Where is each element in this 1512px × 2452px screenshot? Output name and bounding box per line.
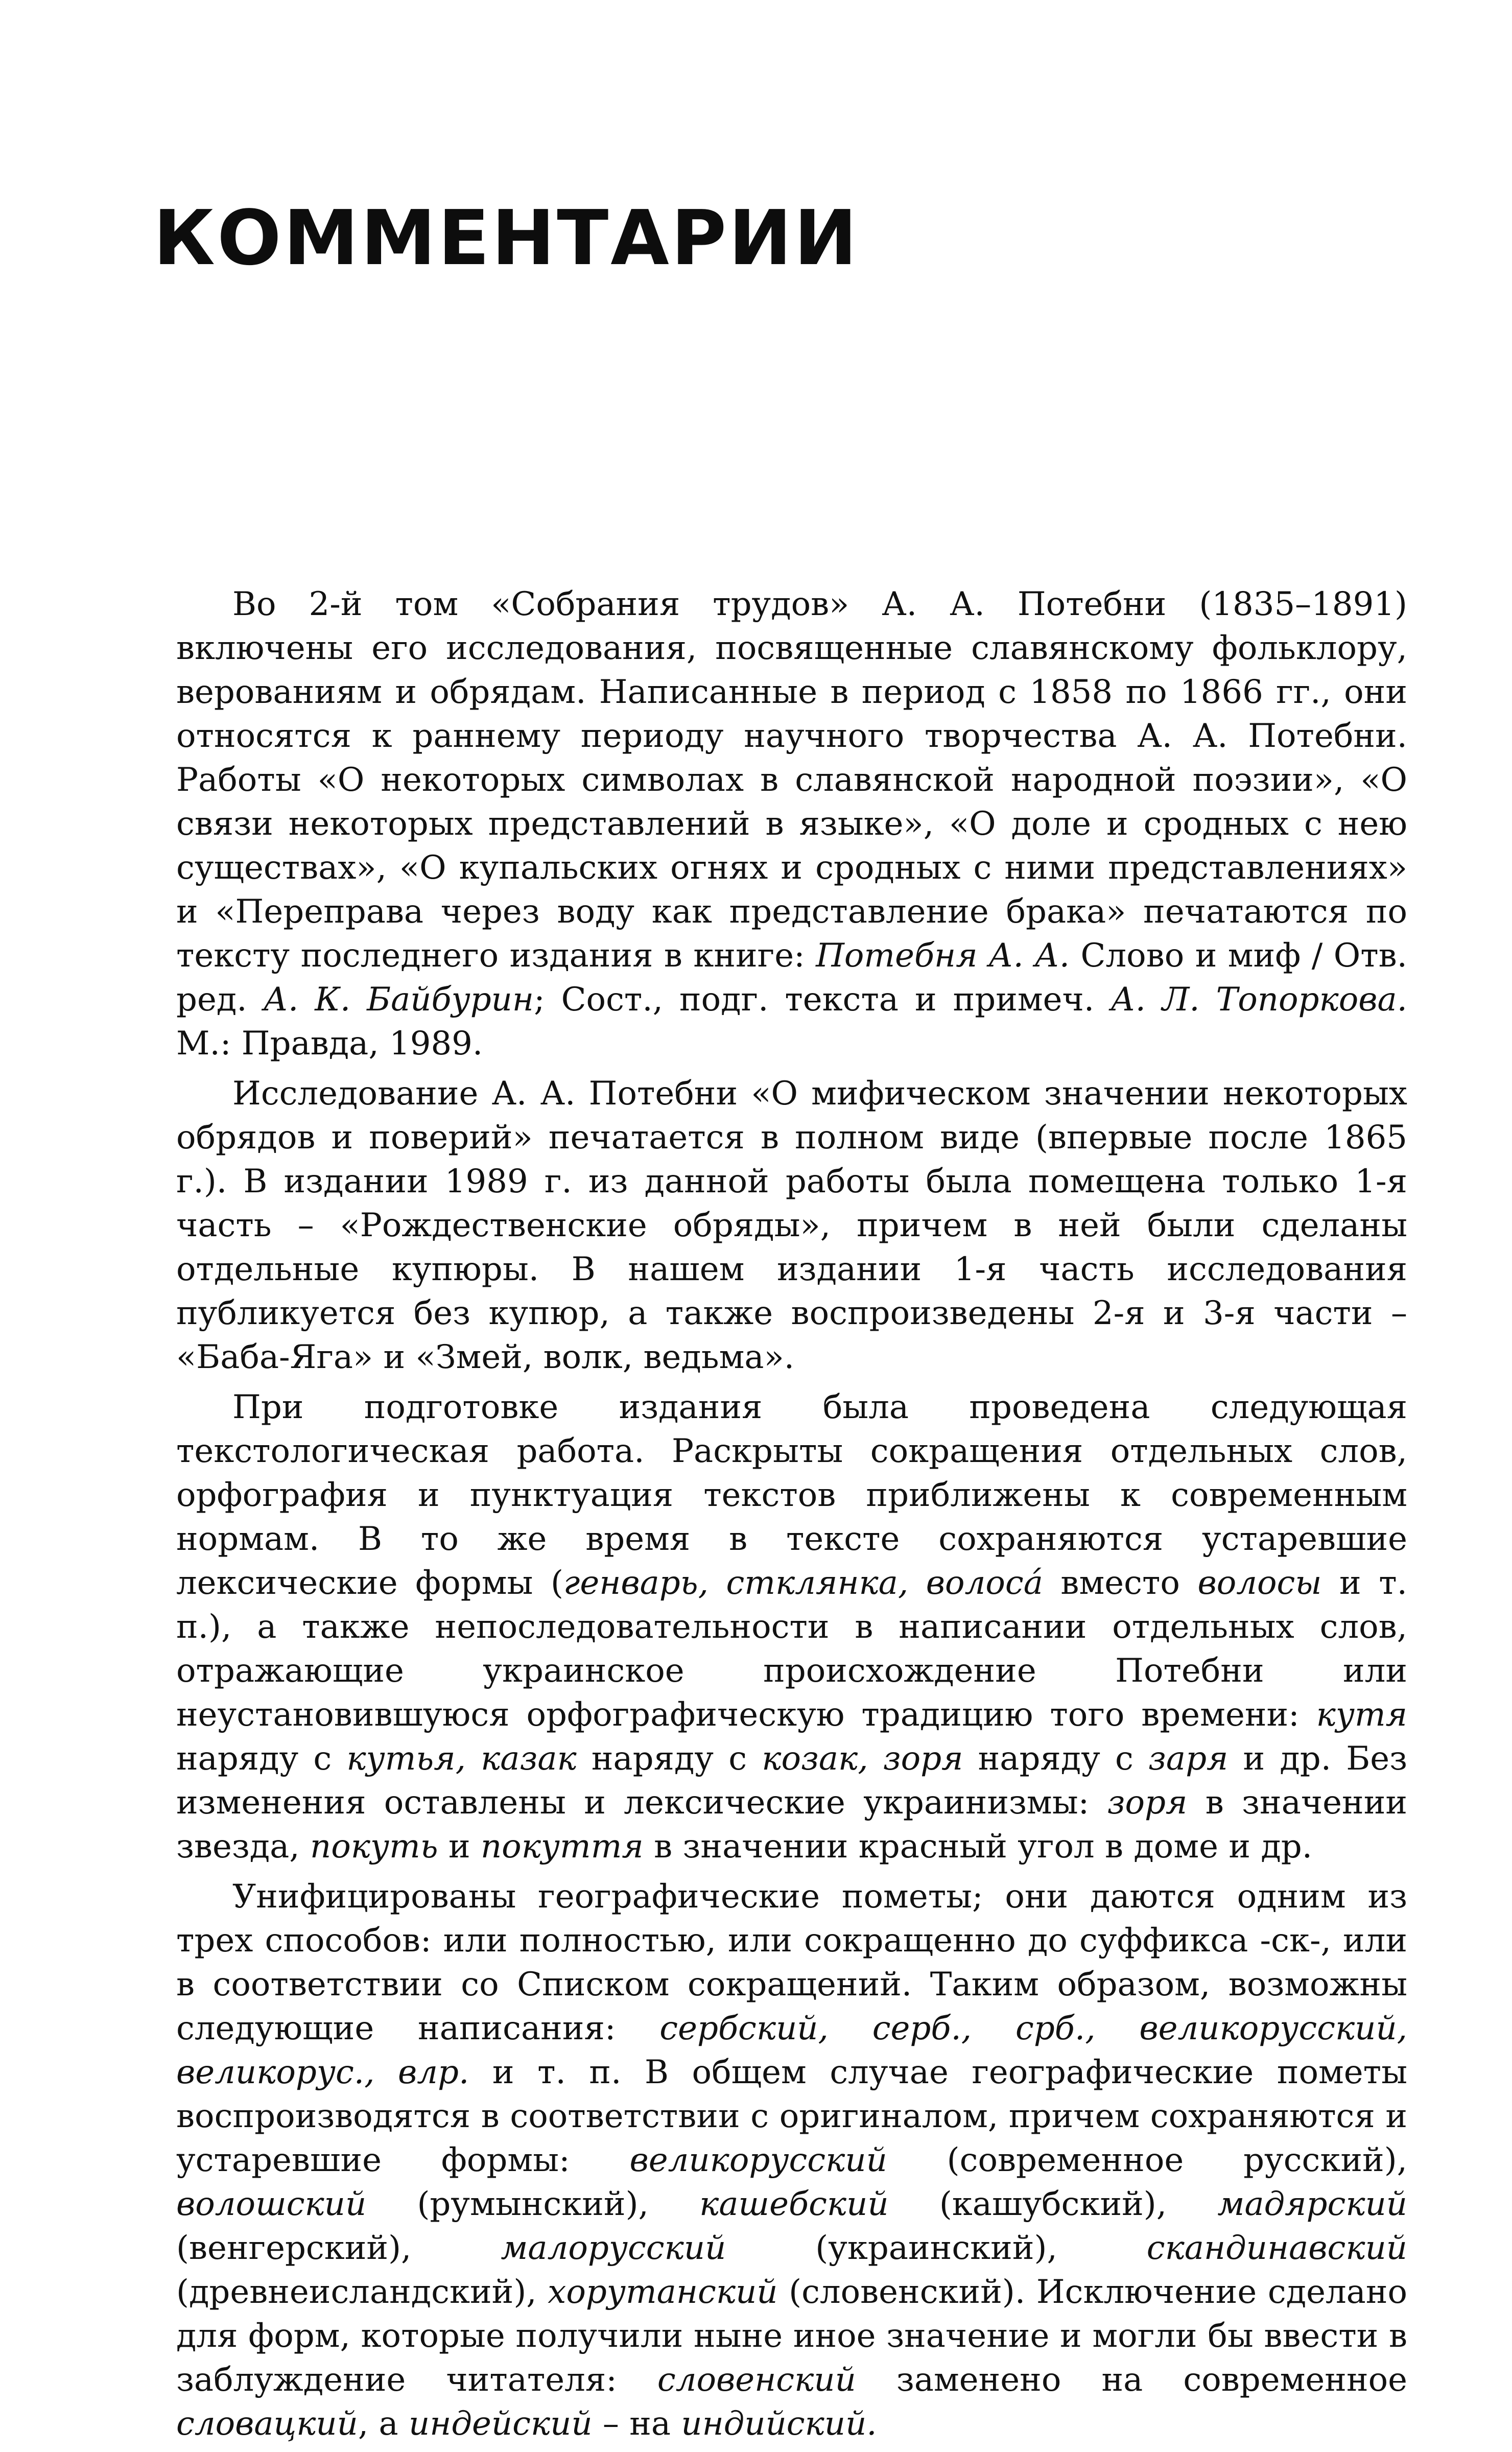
p4-text-1: Унифицированы географические пометы; они даются одним из трех способов: или полностью, или сокращенно до суффикса -ск-, или в соответствии со Списком сокращений. Таким образом, возможны следующие написания: [176,1878,1407,2047]
p3-italic-2: волосы [1197,1564,1322,1602]
paragraph-3 [176,1385,1407,1869]
p1-italic-2: А. К. Байбурин [263,981,534,1019]
p3-text-7: и др. Без изменения оставлены и лексические украинизмы: [176,1740,1408,1822]
p4-italic-4: кашебский [699,2185,889,2223]
p3-text-10: в значении красный угол в доме и др. [643,1828,1313,1866]
p4-text-7: (украинский), [726,2229,1147,2267]
p2-text-1: Исследование А. А. Потебни «О мифическом значении некоторых обрядов и поверий» печатается в полном виде (впервые после 1865 г.). В издании 1989 г. из данной работы была помещена только 1-я часть – «Рождественские обряды», причем в ней были сделаны отдельные купюры. В нашем издании 1-я часть исследования публикуется без купюр, а также воспроизведены 2-я и 3-я части – «Баба-Яга» и «Змей, волк, ведьма». [176,1075,1407,1376]
p4-text-12: – на [592,2405,681,2443]
p3-text-4: наряду с [176,1740,347,1778]
p4-text-11: , а [358,2405,409,2443]
p4-italic-2: великорусский [629,2141,887,2179]
p4-italic-9: словенский [657,2361,856,2399]
p4-italic-3: волошский [176,2185,367,2223]
p4-text-3: (современное русский), [887,2141,1407,2179]
p3-italic-3: кутя [1316,1696,1407,1734]
p4-italic-8: хорутанский [548,2273,778,2311]
p4-text-8: (древнеисландский), [176,2273,548,2311]
page-title: КОММЕНТАРИИ [153,194,859,282]
p3-italic-5: козак, зоря [762,1740,963,1778]
p4-italic-10: словацкий [176,2405,358,2443]
p3-text-3: и т. п.), а также непоследовательности в написании отдельных слов, отражающие украинское происхождение Потебни или неустановившуюся орфографическую традицию того времени: [176,1564,1408,1734]
p4-italic-6: малорусский [501,2229,726,2267]
p4-italic-1: сербский, серб., срб., великорусский, великорус., влр. [176,2010,1407,2091]
p3-italic-4: кутья, казак [346,1740,577,1778]
p3-text-9: и [438,1828,481,1866]
p3-text-1: При подготовке издания была проведена следующая текстологическая работа. Раскрыты сокращения отдельных слов, орфография и пунктуация текстов приближены к современным нормам. В то же время в тексте сохраняются устаревшие лексические формы ( [176,1388,1407,1602]
p4-italic-5: мадярский [1217,2185,1407,2223]
p3-italic-1: генварь, стклянка, волоса́ [563,1564,1043,1602]
p4-italic-7: скандинавский [1146,2229,1408,2267]
p1-text-2: Слово и миф / Отв. ред. [176,937,1408,1019]
p1-italic-3: А. Л. Топоркова. [1111,981,1408,1019]
p3-italic-6: заря [1148,1740,1228,1778]
p4-text-10: заменено на современное [856,2361,1408,2399]
p4-text-2: и т. п. В общем случае географические пометы воспроизводятся в соответствии с оригиналом, причем сохраняются и устаревшие формы: [176,2054,1408,2179]
p1-text-3: ; Сост., подг. текста и примеч. [534,981,1111,1019]
paragraph-2 [176,1072,1407,1379]
commentary-body [176,582,1407,2452]
p3-text-6: наряду с [963,1740,1148,1778]
p3-text-8: в значении звезда, [176,1784,1408,1866]
p4-text-6: (венгерский), [176,2229,501,2267]
p3-italic-8: покуть [310,1828,438,1866]
p1-text-1: Во 2-й том «Собрания трудов» А. А. Потебни (1835–1891) включены его исследования, посвященные славянскому фольклору, верованиям и обрядам. Написанные в период с 1858 по 1866 гг., они относятся к раннему периоду научного творчества А. А. Потебни. Работы «О некоторых символах в славянской народной поэзии», «О связи некоторых представлений в языке», «О доле и сродных с нею существах», «О купальских огнях и сродных с ними представлениях» и «Переправа через воду как представление брака» печатаются по тексту последнего издания в книге: [176,585,1407,975]
paragraph-4 [176,1875,1407,2446]
p3-italic-9: покуття [480,1828,644,1866]
p1-italic-1: Потебня А. А. [816,937,1070,975]
p3-text-2: вместо [1043,1564,1198,1602]
p1-text-4: М.: Правда, 1989. [176,1025,483,1063]
p4-italic-11: индейский [409,2405,593,2443]
p4-text-9: (словенский). Исключение сделано для форм, которые получили ныне иное значение и могли бы ввести в заблуждение читателя: [176,2273,1408,2399]
p4-text-5: (кашубский), [888,2185,1218,2223]
p3-text-5: наряду с [576,1740,762,1778]
p4-text-4: (румынский), [366,2185,700,2223]
paragraph-1 [176,582,1407,1066]
p3-italic-7: зоря [1107,1784,1188,1822]
p4-italic-12: индийский. [681,2405,877,2443]
